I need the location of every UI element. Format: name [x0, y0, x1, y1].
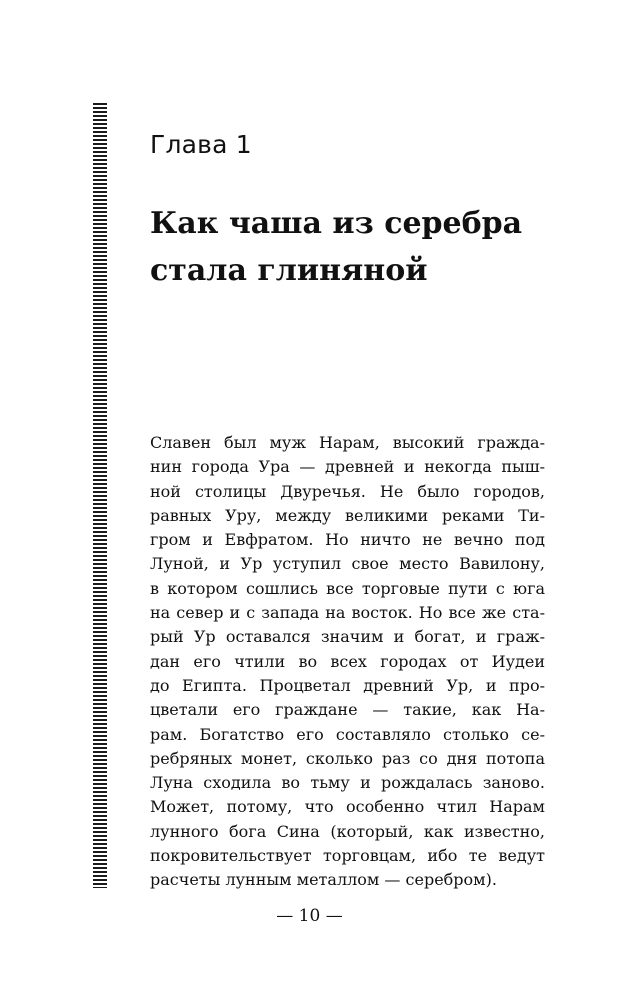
text-line: дан его чтили во всех городах от Иудеи: [150, 651, 545, 671]
text-line: Может, потому, что особенно чтил Нарам: [150, 797, 545, 817]
text-line: расчеты лунным металлом — серебром).: [150, 870, 497, 890]
text-line: ной столицы Двуречья. Не было городов,: [150, 481, 545, 501]
text-line: лунного бога Сина (который, как известно,: [150, 821, 545, 841]
text-line: на север и с запада на восток. Но все же ста-: [150, 603, 545, 623]
text-line: цветали его граждане — такие, как На-: [150, 700, 545, 720]
chapter-label: Глава 1: [150, 130, 252, 159]
text-line: равных Уру, между великими реками Ти-: [150, 505, 545, 525]
body-paragraph: [150, 431, 545, 893]
text-line: гром и Евфратом. Но ничто не вечно под: [150, 530, 545, 550]
text-line: рам. Богатство его составляло столько се-: [150, 724, 545, 744]
chapter-title: [150, 200, 570, 294]
text-line: покровительствует торговцам, ибо те ведут: [150, 846, 545, 866]
text-line: Луной, и Ур уступил свое место Вавилону,: [150, 554, 545, 574]
text-line: Славен был муж Нарам, высокий гражда-: [150, 433, 545, 452]
text-line: до Египта. Процветал древний Ур, и про-: [150, 675, 545, 695]
text-line: Луна сходила во тьму и рождалась заново.: [150, 773, 545, 793]
chapter-title-line: стала глиняной: [150, 253, 428, 288]
text-line: в котором сошлись все торговые пути с юга: [150, 578, 545, 598]
text-line: рый Ур оставался значим и богат, и граж-: [150, 627, 545, 647]
text-line: ребряных монет, сколько раз со дня потопа: [150, 748, 545, 768]
margin-decoration-bar: [93, 103, 107, 888]
text-line: нин города Ура — древней и некогда пыш-: [150, 457, 545, 477]
chapter-title-line: Как чаша из серебра: [150, 206, 523, 241]
page-number: — 10 —: [276, 906, 343, 926]
